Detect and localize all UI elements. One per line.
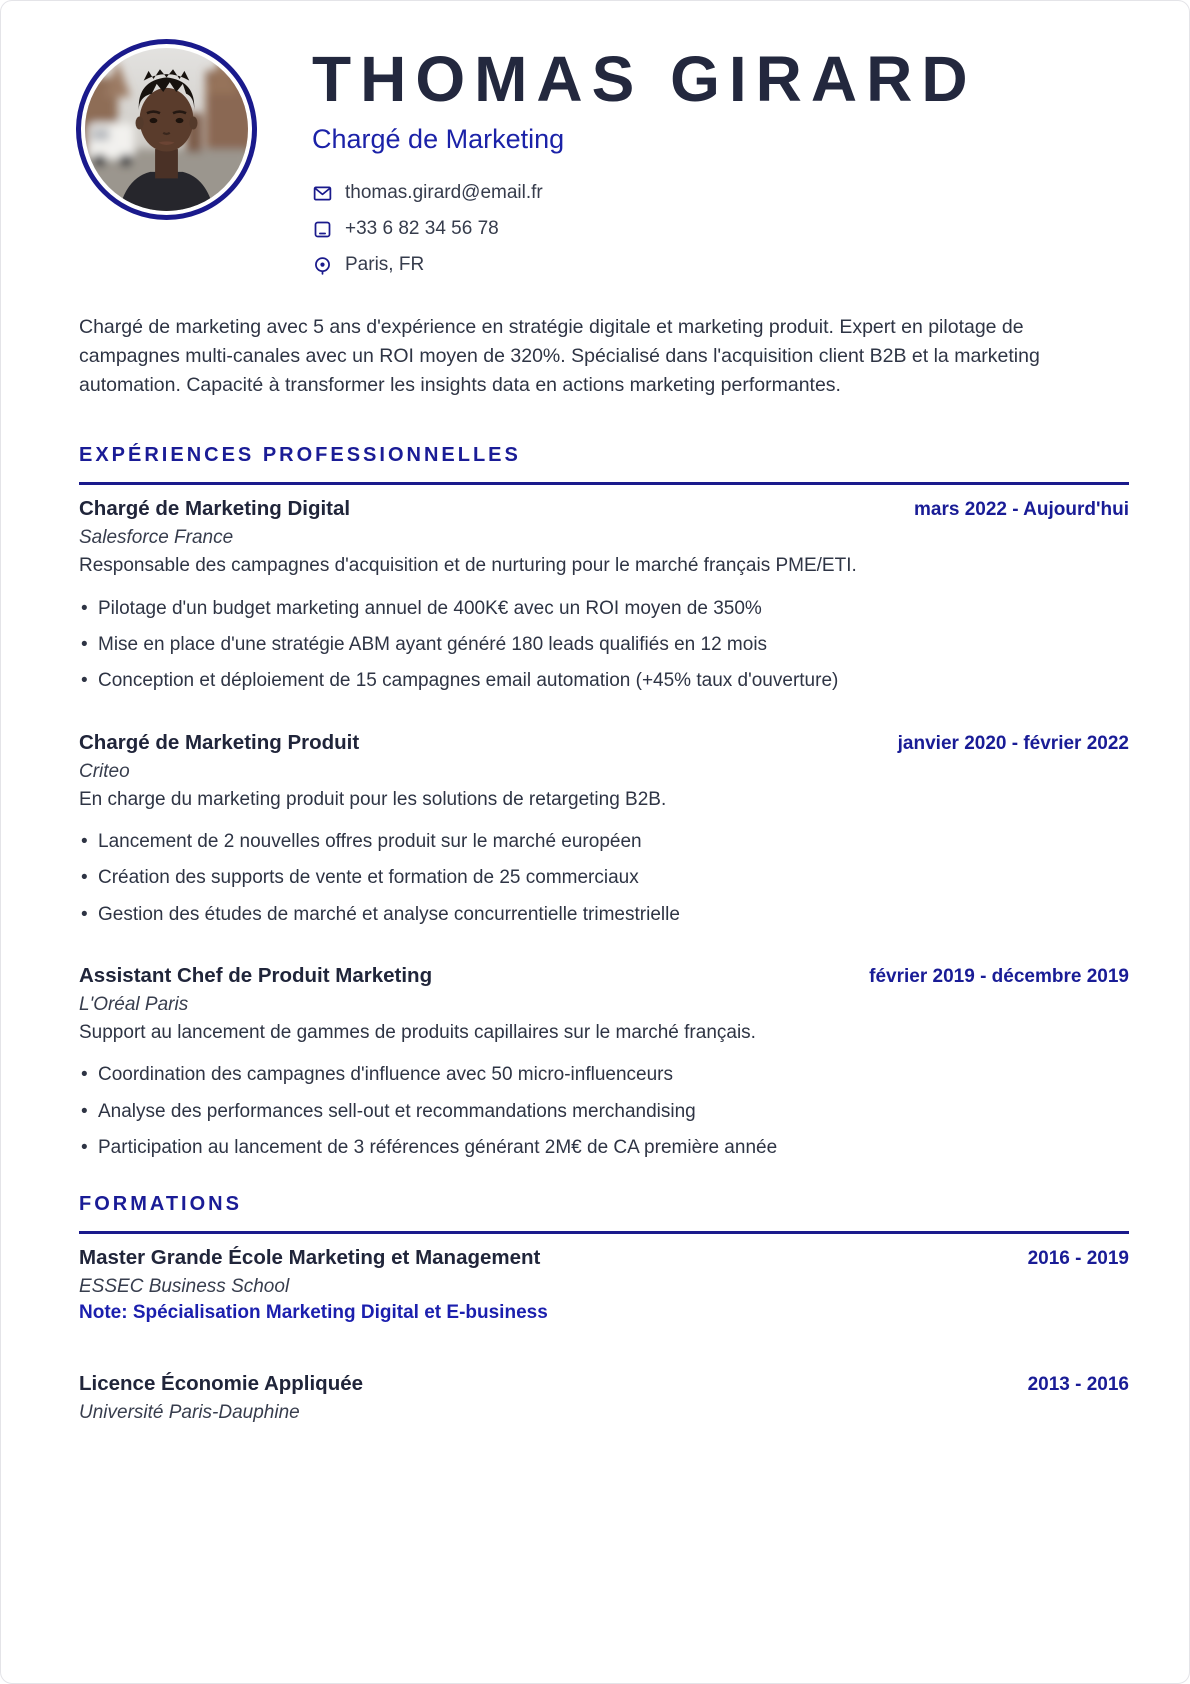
degree-title: Licence Économie Appliquée (79, 1372, 364, 1395)
job-bullet: • Conception et déploiement de 15 campagnes email automation (+45% taux d'ouverture) (79, 668, 1129, 694)
contact-phone-text: +33 6 82 34 56 78 (345, 218, 499, 239)
job-description: Responsable des campagnes d'acquisition et de nurturing pour le marché français PME/ETI. (79, 555, 857, 577)
job-bullets (79, 596, 1129, 695)
contact-location-text: Paris, FR (345, 254, 425, 275)
section-education (79, 1193, 1129, 1424)
degree-school: ESSEC Business School (79, 1276, 290, 1297)
experience-entry (79, 938, 1129, 1161)
section-experience (79, 444, 1129, 1161)
job-bullets (79, 1062, 1129, 1161)
contact-location (312, 254, 977, 276)
job-company: Salesforce France (79, 527, 234, 549)
phone-icon (312, 219, 333, 240)
job-description: En charge du marketing produit pour les solutions de retargeting B2B. (79, 788, 667, 810)
education-section-title: FORMATIONS (79, 1193, 242, 1215)
job-company: L'Oréal Paris (79, 993, 189, 1015)
job-bullet: • Lancement de 2 nouvelles offres produit sur le marché européen (79, 829, 1129, 855)
experience-entry (79, 705, 1129, 928)
mail-icon (312, 183, 333, 204)
header-info (312, 39, 977, 290)
job-title: Chargé de Marketing Produit (79, 730, 360, 754)
job-bullet: • Mise en place d'une stratégie ABM ayant généré 180 leads qualifiés en 12 mois (79, 632, 1129, 658)
header (1, 1, 1189, 290)
education-entry (79, 1324, 1129, 1424)
job-title: Assistant Chef de Produit Marketing (79, 963, 433, 987)
education-section-head (79, 1193, 1129, 1234)
person-name: THOMAS GIRARD (312, 43, 977, 115)
degree-note: Note: Spécialisation Marketing Digital et E-business (79, 1302, 548, 1323)
degree-dates: 2013 - 2016 (1027, 1374, 1129, 1395)
degree-school: Université Paris-Dauphine (79, 1402, 300, 1423)
person-job-title: Chargé de Marketing (312, 124, 565, 154)
job-dates: janvier 2020 - février 2022 (897, 732, 1129, 754)
job-bullet: • Analyse des performances sell-out et recommandations merchandising (79, 1099, 1129, 1125)
degree-dates: 2016 - 2019 (1027, 1248, 1129, 1269)
job-bullet: • Coordination des campagnes d'influence avec 50 micro-influenceurs (79, 1062, 1129, 1088)
education-entry (79, 1234, 1129, 1324)
location-icon (312, 255, 333, 276)
contact-phone (312, 218, 977, 240)
job-bullet: • Création des supports de vente et formation de 25 commerciaux (79, 865, 1129, 891)
experience-entry (79, 485, 1129, 694)
contact-email-text: thomas.girard@email.fr (345, 182, 543, 203)
contact-email (312, 182, 977, 204)
job-bullet: • Participation au lancement de 3 références générant 2M€ de CA première année (79, 1135, 1129, 1161)
experience-section-title: EXPÉRIENCES PROFESSIONNELLES (79, 444, 521, 467)
job-dates: mars 2022 - Aujourd'hui (914, 499, 1129, 521)
profile-photo (76, 39, 257, 220)
job-bullet: • Pilotage d'un budget marketing annuel de 400K€ avec un ROI moyen de 350% (79, 596, 1129, 622)
job-dates: février 2019 - décembre 2019 (869, 965, 1129, 987)
profile-summary: Chargé de marketing avec 5 ans d'expérience en stratégie digitale et marketing produit. Expert en pilotage de campagnes multi-canales avec un ROI moyen de 320%. Spécialisé dans l'acquisition client B2B et la marketing automation. Capacité à transformer les insights data en actions marketing performantes. (79, 315, 1040, 396)
job-company: Criteo (79, 760, 130, 782)
contact-list (312, 182, 977, 276)
job-bullet: • Gestion des études de marché et analyse concurrentielle trimestrielle (79, 902, 1129, 928)
job-bullets (79, 829, 1129, 928)
degree-title: Master Grande École Marketing et Management (79, 1246, 541, 1269)
job-description: Support au lancement de gammes de produits capillaires sur le marché français. (79, 1021, 756, 1043)
experience-section-head (79, 444, 1129, 485)
job-title: Chargé de Marketing Digital (79, 497, 351, 521)
